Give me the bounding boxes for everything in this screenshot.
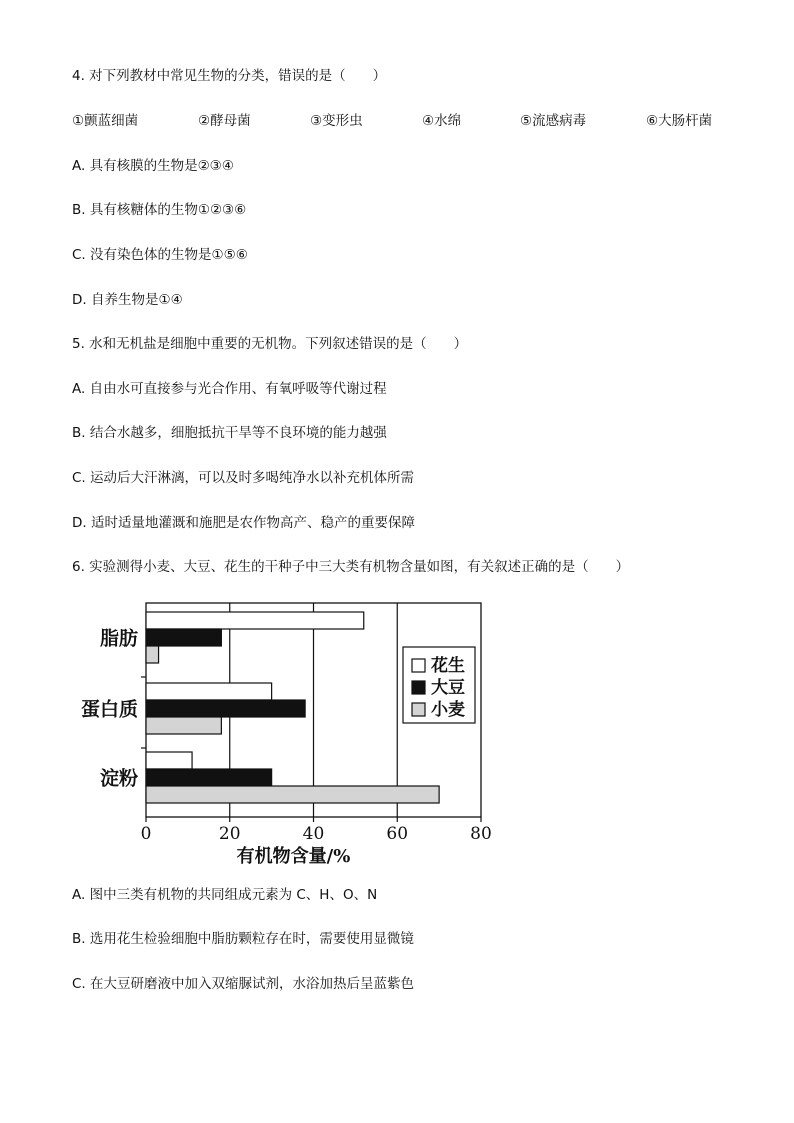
bar: [146, 629, 221, 646]
q4-option-d: D. 自养生物是①④: [72, 292, 183, 308]
category-label: 淀粉: [99, 767, 138, 790]
q6-option-a: A. 图中三类有机物的共同组成元素为 C、H、O、N: [72, 887, 378, 903]
x-tick-label: 20: [218, 824, 241, 844]
bar: [146, 786, 439, 803]
x-tick-label: 0: [140, 824, 152, 844]
category-label: 脂肪: [99, 627, 138, 650]
x-tick-label: 60: [386, 824, 409, 844]
q4-item: ③变形虫: [310, 113, 363, 129]
legend-swatch: [412, 659, 425, 672]
bar: [146, 646, 159, 663]
q4-stem: 4. 对下列教材中常见生物的分类，错误的是（ ）: [72, 68, 387, 84]
q5-stem: 5. 水和无机盐是细胞中重要的无机物。下列叙述错误的是（ ）: [72, 336, 468, 352]
q5-option-b: B. 结合水越多，细胞抵抗干旱等不良环境的能力越强: [72, 425, 387, 441]
q4-item: ⑤流感病毒: [520, 113, 587, 129]
x-axis-label: 有机物含量/%: [236, 846, 351, 867]
q5-option-a: A. 自由水可直接参与光合作用、有氧呼吸等代谢过程: [72, 381, 387, 397]
q4-item: ②酵母菌: [198, 113, 251, 129]
q6-stem: 6. 实验测得小麦、大豆、花生的干种子中三大类有机物含量如图，有关叙述正确的是（ ）: [72, 559, 630, 575]
legend-swatch: [412, 703, 425, 716]
bar: [146, 612, 364, 629]
legend-label: 小麦: [431, 700, 465, 720]
legend-label: 花生: [431, 656, 465, 676]
legend-label: 大豆: [431, 678, 465, 698]
legend-swatch: [412, 681, 425, 694]
chart-svg: [72, 598, 502, 868]
organic-content-chart: [72, 598, 502, 868]
bar: [146, 717, 221, 734]
bar: [146, 683, 272, 700]
q4-item: ④水绵: [422, 113, 462, 129]
q4-item: ①颤蓝细菌: [72, 113, 139, 129]
bar: [146, 769, 272, 786]
q5-option-d: D. 适时适量地灌溉和施肥是农作物高产、稳产的重要保障: [72, 515, 415, 531]
q4-option-a: A. 具有核膜的生物是②③④: [72, 158, 234, 174]
x-tick-label: 80: [470, 824, 492, 844]
q6-option-b: B. 选用花生检验细胞中脂肪颗粒存在时，需要使用显微镜: [72, 931, 414, 947]
q4-option-c: C. 没有染色体的生物是①⑤⑥: [72, 247, 248, 263]
x-tick-label: 40: [302, 824, 325, 844]
q6-option-c: C. 在大豆研磨液中加入双缩脲试剂，水浴加热后呈蓝紫色: [72, 976, 415, 992]
q4-option-b: B. 具有核糖体的生物①②③⑥: [72, 202, 247, 218]
q4-item: ⑥大肠杆菌: [646, 113, 713, 129]
q5-option-c: C. 运动后大汗淋漓，可以及时多喝纯净水以补充机体所需: [72, 470, 415, 486]
bar: [146, 752, 192, 769]
bar: [146, 700, 305, 717]
category-label: 蛋白质: [80, 698, 138, 721]
